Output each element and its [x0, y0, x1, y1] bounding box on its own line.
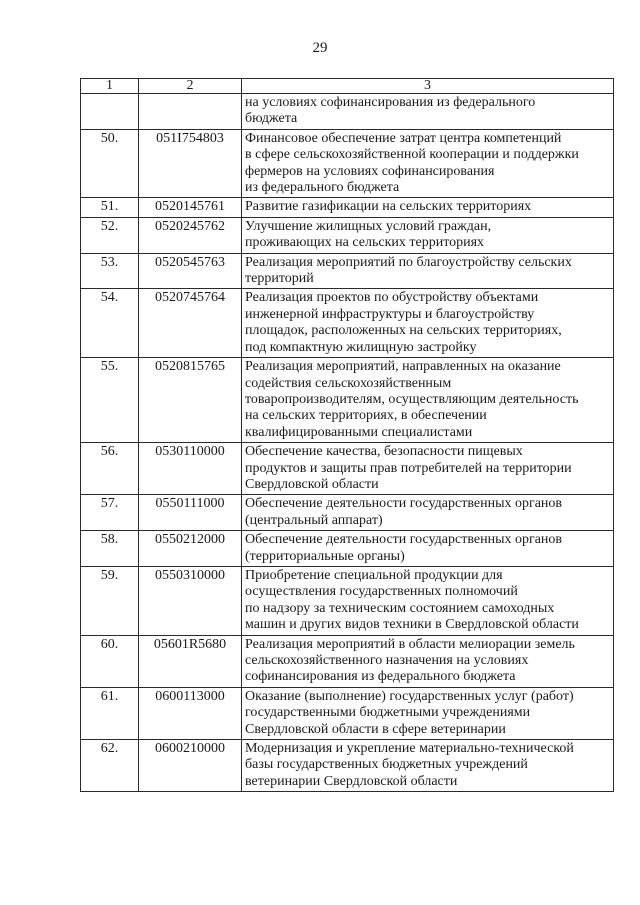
table-row — [81, 740, 614, 792]
row-number — [81, 94, 139, 130]
description-line: Улучшение жилищных условий граждан, — [245, 218, 492, 234]
table-row — [81, 129, 614, 198]
budget-classification-table — [80, 78, 614, 792]
description-line: в сфере сельскохозяйственной кооперации и поддержки — [245, 147, 579, 163]
description-line: содействия сельскохозяйственным — [245, 375, 452, 391]
budget-code: 0550111000 — [139, 495, 242, 531]
description-line: территорий — [245, 271, 314, 287]
description-line: Модернизация и укрепление материально-технической — [245, 741, 574, 757]
budget-code — [139, 94, 242, 130]
row-number: 62. — [81, 740, 139, 792]
row-number: 57. — [81, 495, 139, 531]
description-line: товаропроизводителям, осуществляющим деятельность — [245, 391, 579, 407]
description-line: инженерной инфраструктуры и благоустройству — [245, 306, 535, 322]
budget-code: 051I754803 — [139, 129, 242, 198]
description-line: квалифицированными специалистами — [245, 424, 473, 440]
description-line: Финансовое обеспечение затрат центра компетенций — [245, 130, 562, 146]
description-line: на сельских территориях, в обеспечении — [245, 408, 487, 424]
expense-description — [242, 289, 614, 358]
row-number: 59. — [81, 566, 139, 635]
description-line: ветеринарии Свердловской области — [245, 773, 458, 789]
expense-description — [242, 687, 614, 739]
description-line: продуктов и защиты прав потребителей на территории — [245, 460, 572, 476]
budget-code: 0520545763 — [139, 253, 242, 289]
table-row — [81, 253, 614, 289]
budget-code: 0550310000 — [139, 566, 242, 635]
table-row — [81, 289, 614, 358]
expense-description — [242, 94, 614, 130]
budget-code: 0600210000 — [139, 740, 242, 792]
description-line: Реализация мероприятий в области мелиорации земель — [245, 636, 575, 652]
description-line: Свердловской области — [245, 476, 379, 492]
description-line: Реализация мероприятий, направленных на оказание — [245, 359, 561, 375]
description-line: (центральный аппарат) — [245, 512, 383, 528]
expense-description — [242, 198, 614, 217]
description-line: из федерального бюджета — [245, 180, 400, 196]
header-column-3: 3 — [242, 79, 614, 94]
expense-description — [242, 635, 614, 687]
budget-code: 0520245762 — [139, 217, 242, 253]
row-number: 52. — [81, 217, 139, 253]
page-number: 29 — [312, 40, 328, 56]
row-number: 55. — [81, 358, 139, 443]
table-row — [81, 217, 614, 253]
description-line: площадок, расположенных на сельских территориях, — [245, 323, 562, 339]
expense-description — [242, 253, 614, 289]
description-line: на условиях софинансирования из федерального — [245, 95, 536, 110]
table-row — [81, 635, 614, 687]
table-row — [81, 531, 614, 567]
description-line: под компактную жилищную застройку — [245, 339, 477, 355]
description-line: Обеспечение качества, безопасности пищевых — [245, 444, 523, 460]
table-row — [81, 687, 614, 739]
budget-code: 0520745764 — [139, 289, 242, 358]
table-row — [81, 358, 614, 443]
description-line: Реализация мероприятий по благоустройству сельских — [245, 254, 572, 270]
description-line: проживающих на сельских территориях — [245, 235, 485, 251]
description-line: софинансирования из федерального бюджета — [245, 669, 516, 685]
table-row — [81, 566, 614, 635]
expense-description — [242, 566, 614, 635]
description-line: Свердловской области в сфере ветеринарии — [245, 721, 506, 737]
description-line: государственными бюджетными учреждениями — [245, 705, 531, 721]
description-line: Оказание (выполнение) государственных услуг (работ) — [245, 688, 574, 704]
table-header-row — [81, 79, 614, 94]
expense-description — [242, 443, 614, 495]
table-body — [81, 94, 614, 792]
description-line: базы государственных бюджетных учреждений — [245, 757, 528, 773]
description-line: Приобретение специальной продукции для — [245, 567, 503, 583]
budget-code: 0520815765 — [139, 358, 242, 443]
description-line: по надзору за техническим состоянием самоходных — [245, 600, 555, 616]
budget-code: 0550212000 — [139, 531, 242, 567]
description-line: (территориальные органы) — [245, 548, 405, 564]
row-number: 51. — [81, 198, 139, 217]
table-row — [81, 443, 614, 495]
description-line: фермеров на условиях софинансирования — [245, 163, 495, 179]
description-line: сельскохозяйственного назначения на условиях — [245, 653, 529, 668]
expense-description — [242, 740, 614, 792]
expense-description — [242, 129, 614, 198]
description-line: Обеспечение деятельности государственных органов — [245, 532, 563, 548]
row-number: 56. — [81, 443, 139, 495]
description-line: машин и других видов техники в Свердловской области — [245, 617, 579, 633]
row-number: 60. — [81, 635, 139, 687]
table-row — [81, 495, 614, 531]
row-number: 53. — [81, 253, 139, 289]
description-line: Развитие газификации на сельских территориях — [245, 199, 532, 215]
row-number: 58. — [81, 531, 139, 567]
table-row — [81, 198, 614, 217]
expense-description — [242, 217, 614, 253]
table-row — [81, 94, 614, 130]
header-column-2: 2 — [139, 79, 242, 94]
description-line: Реализация проектов по обустройству объектами — [245, 290, 539, 306]
description-line: бюджета — [245, 111, 298, 127]
description-line: осуществления государственных полномочий — [245, 584, 518, 600]
budget-code: 0520145761 — [139, 198, 242, 217]
budget-code: 0600113000 — [139, 687, 242, 739]
row-number: 54. — [81, 289, 139, 358]
expense-description — [242, 531, 614, 567]
row-number: 50. — [81, 129, 139, 198]
budget-code: 0530110000 — [139, 443, 242, 495]
expense-description — [242, 358, 614, 443]
expense-description — [242, 495, 614, 531]
header-column-1: 1 — [81, 79, 139, 94]
row-number: 61. — [81, 687, 139, 739]
description-line: Обеспечение деятельности государственных органов — [245, 496, 563, 512]
budget-code: 05601R5680 — [139, 635, 242, 687]
